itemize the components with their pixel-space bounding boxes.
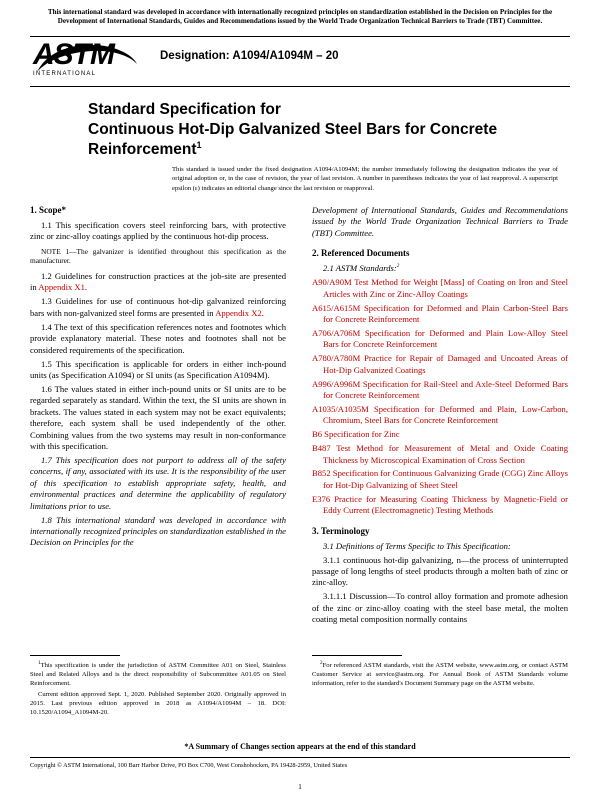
reference-item[interactable] <box>312 277 568 300</box>
footer-rule <box>30 757 570 758</box>
title-line-2: Continuous Hot-Dip Galvanized Steel Bars for Concrete <box>88 120 498 138</box>
page-number: 1 <box>298 782 302 791</box>
astm-logo-sub: INTERNATIONAL <box>33 71 97 77</box>
right-column <box>312 205 568 628</box>
astm-swoosh-icon <box>35 42 139 78</box>
ref-link[interactable]: B487 Test Method for Measurement of Metal and Oxide Coating Thickness by Microscopical Examination of Cross Section <box>312 443 568 465</box>
reference-item[interactable] <box>312 429 568 440</box>
section-2-heading: 2. Referenced Documents <box>312 248 410 259</box>
title-footnote-marker: 1 <box>196 139 202 150</box>
footnote-left-1: $^1$This specification is under the jurisdiction of ASTM Committee A01 on Steel, Stainless Steel and Related Alloys and is the direct responsibility of Subcommittee A01.05 on Steel Reinforcement. <box>30 660 286 688</box>
footnote-right <box>312 660 568 691</box>
para-1-8-continuation: Development of International Standards, Guides and Recommendations issued by the World Trade Organization Technical Barriers to Trade (TBT) Committee. <box>312 205 568 238</box>
reference-item[interactable] <box>312 468 568 491</box>
header-rule-top <box>30 36 570 37</box>
footnote-right-1: $^2$For referenced ASTM standards, visit the ASTM website, www.astm.org, or contact ASTM Customer Service at service@astm.org. For Annual Book of ASTM Standards volume information, refer to the standard's Document Summary page on the ASTM website. <box>312 660 568 688</box>
para-3-1-1: 3.1.1 continuous hot-dip galvanizing, n—the process of uninterrupted passage of long lengths of steel products through a molten bath of zinc or zinc-alloy. <box>312 554 568 588</box>
issue-note: This standard is issued under the fixed designation A1094/A1094M; the number immediately following the designation indicates the year of original adoption or, in the case of revision, the year of last revision. A number in parentheses indicates the year of last reapproval. A superscript epsilon (ε) indicates an editorial change since the last revision or reapproval. <box>172 166 558 192</box>
ref-link[interactable]: A1035/A1035M Specification for Deformed and Plain, Low-Carbon, Chromium, Steel Bars for Concrete Reinforcement <box>312 403 568 426</box>
ref-link[interactable]: E376 Practice for Measuring Coating Thickness by Magnetic-Field or Eddy Current (Electromagnetic) Testing Methods <box>312 493 568 516</box>
link-appendix-x2[interactable]: Appendix X2 <box>215 307 262 318</box>
para-1-8: 1.8 This international standard was developed in accordance with internationally recognized principles on standardization established in the Decision on Principles for the <box>30 514 286 548</box>
page-title <box>88 100 558 160</box>
ref-link[interactable]: A90/A90M Test Method for Weight [Mass] of Coating on Iron and Steel Articles with Zinc or Zinc-Alloy Coatings <box>312 277 568 299</box>
para-3-1-1-1: 3.1.1.1 Discussion—To control alloy formation and promote adhesion of the zinc or zinc-alloy coating with the steel base metal, the molten coating metal composition normally contains <box>312 591 568 625</box>
reference-item[interactable] <box>312 494 568 517</box>
para-1-7: 1.7 This specification does not purport to address all of the safety concerns, if any, associated with its use. It is the responsibility of the user of this specification to establish appropriate safety, health, and environmental practices and determine the applicability of regulatory limitations prior to use. <box>30 454 286 511</box>
title-line-3: Reinforcement$^1$ <box>88 139 202 158</box>
reference-item[interactable] <box>312 404 568 427</box>
para-1-4: 1.4 The text of this specification references notes and footnotes which provide explanatory material. These notes and footnotes shall not be considered requirements of the specification. <box>30 321 286 355</box>
ref-link[interactable]: A706/A706M Specification for Deformed and Plain Low-Alloy Steel Bars for Concrete Reinforcement <box>312 327 568 350</box>
astm-logo <box>33 40 153 84</box>
designation: Designation: A1094/A1094M – 20 <box>160 50 339 62</box>
footnote-left <box>30 660 286 720</box>
footnote-rule-right <box>312 655 402 656</box>
para-1-1: 1.1 This specification covers steel reinforcing bars, with protective zinc or zinc-alloy coatings applied by the continuous hot-dip process. <box>30 219 286 242</box>
copyright-line: Copyright © ASTM International, 100 Barr Harbor Drive, PO Box C700, West Conshohocken, PA 19428-2959, United States <box>30 762 348 769</box>
summary-of-changes-line: *A Summary of Changes section appears at the end of this standard <box>184 742 416 751</box>
para-1-2: 1.2 Guidelines for construction practices at the job-site are presented in Appendix X1. <box>30 271 286 293</box>
section-1-heading: 1. Scope* <box>30 205 66 215</box>
ref-link[interactable]: B852 Specification for Continuous Galvanizing Grade (CGG) Zinc Alloys for Hot-Dip Galvanizing of Sheet Steel <box>312 468 568 490</box>
ref-link[interactable]: A615/A615M Specification for Deformed and Plain Carbon-Steel Bars for Concrete Reinforcement <box>312 302 568 324</box>
para-1-6: 1.6 The values stated in either inch-pound units or SI units are to be regarded separately as standard. Within the text, the SI units are shown in brackets. The values stated in each system may not be exact equivalents; therefore, each system shall be used independently of the other. Combining values from the two systems may result in non-conformance with this specification. <box>30 383 286 451</box>
left-column <box>30 205 286 551</box>
ref-link[interactable]: A780/A780M Practice for Repair of Damaged and Uncoated Areas of Hot-Dip Galvanized Coatings <box>312 353 568 375</box>
reference-item[interactable] <box>312 443 568 466</box>
note-1-text: —The galvanizer is identified throughout this specification as the manufacturer. <box>30 246 286 266</box>
header-rule-bottom <box>30 86 570 87</box>
astm-logo-text: ASTM <box>33 38 114 71</box>
reference-item[interactable] <box>312 353 568 376</box>
reference-item[interactable] <box>312 379 568 402</box>
footnote-left-2: Current edition approved Sept. 1, 2020. Published September 2020. Originally approved in 2015. Last previous edition approved in 2018 as A1094/A1094M – 18. DOI: 10.1520/A1094_A1094M-20. <box>30 691 286 716</box>
note-1 <box>30 247 286 266</box>
para-1-5: 1.5 This specification is applicable for orders in either inch-pound units (as Specification A1094) or SI units (as Specification A1094M). <box>30 358 286 380</box>
para-1-3: 1.3 Guidelines for use of continuous hot-dip galvanized reinforcing bars with non-galvanized steel forms are presented in Appendix X2. <box>30 296 286 318</box>
reference-item[interactable] <box>312 303 568 326</box>
ref-link[interactable]: B6 Specification for Zinc <box>312 429 400 440</box>
tbt-banner: This international standard was developed in accordance with internationally recognized principles on standardization established in the Decision on Principles for the Development of International Standards, Guides and Recommendations issued by the World Trade Organization Technical Barriers to Trade (TBT) Committee. <box>47 8 553 26</box>
note-1-label: NOTE 1 <box>41 246 70 256</box>
subsection-2-1-heading: 2.1 ASTM Standards:$^2$ <box>323 263 400 274</box>
footnote-rule-left <box>30 655 120 656</box>
title-line-1: Standard Specification for <box>88 101 281 118</box>
section-3-heading: 3. Terminology <box>312 525 370 536</box>
subsection-3-1-heading: 3.1 Definitions of Terms Specific to This Specification: <box>323 540 511 551</box>
ref-link[interactable]: A996/A996M Specification for Rail-Steel and Axle-Steel Deformed Bars for Concrete Reinforcement <box>312 378 568 400</box>
reference-item[interactable] <box>312 328 568 351</box>
link-appendix-x1[interactable]: Appendix X1 <box>38 282 85 293</box>
